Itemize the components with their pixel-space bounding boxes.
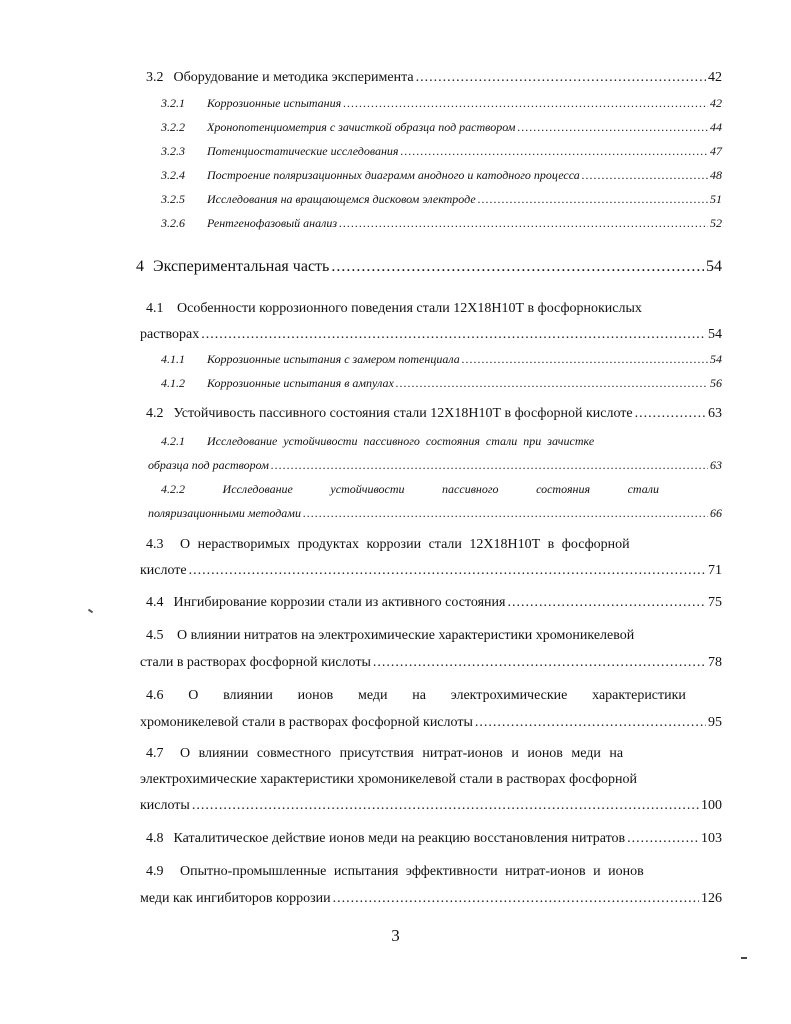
toc-entry-4-1-line1[interactable]	[146, 301, 642, 318]
toc-entry-3-2[interactable]	[146, 70, 722, 87]
toc-number: 4.5	[146, 628, 164, 643]
toc-entry-4-6-line2[interactable]	[140, 715, 722, 732]
toc-number: 3.2.1	[161, 96, 185, 110]
toc-page: 103	[701, 831, 722, 846]
toc-number: 4.6	[146, 688, 164, 703]
toc-title: Оборудование и методика эксперимента	[173, 70, 414, 85]
toc-title: Экспериментальная часть	[153, 258, 330, 275]
toc-page: 63	[710, 458, 722, 472]
toc-title-word: О	[188, 688, 199, 703]
toc-entry-3-2-4[interactable]	[161, 168, 722, 182]
toc-leader	[331, 257, 704, 276]
toc-title-word: ионов	[297, 688, 334, 703]
toc-entry-3-2-5[interactable]	[161, 192, 722, 206]
toc-entry-4-8[interactable]	[146, 831, 722, 848]
toc-leader	[303, 506, 708, 520]
scan-speck	[741, 957, 747, 959]
toc-entry-4-6-line1[interactable]	[146, 688, 686, 705]
toc-entry-4-5-line2[interactable]	[140, 655, 722, 672]
toc-number: 3.2.3	[161, 144, 185, 158]
toc-entry-4-7-line3[interactable]	[140, 798, 722, 815]
toc-entry-4-2-1-line1[interactable]	[161, 434, 659, 448]
toc-title: стали в растворах фосфорной кислоты	[140, 655, 371, 670]
toc-title: Построение поляризационных диаграмм анодного и катодного процесса	[207, 168, 580, 182]
toc-entry-4-2-1-line2[interactable]	[148, 458, 722, 472]
toc-title: образца под раствором	[148, 458, 269, 472]
toc-page: 95	[708, 715, 722, 730]
toc-leader	[475, 715, 706, 732]
toc-entry-4-1-2[interactable]	[161, 376, 722, 390]
toc-number: 4.1.1	[161, 352, 185, 366]
toc-page: 52	[710, 216, 722, 230]
toc-number: 4.3	[146, 537, 164, 552]
toc-leader	[462, 352, 708, 366]
toc-number: 3.2.2	[161, 120, 185, 134]
toc-page: 54	[708, 327, 722, 342]
toc-leader	[192, 798, 699, 815]
toc-number: 3.2.4	[161, 168, 185, 182]
toc-entry-3-2-2[interactable]	[161, 120, 722, 134]
toc-entry-4-9-line1[interactable]	[146, 864, 686, 881]
toc-title: Коррозионные испытания в ампулах	[207, 376, 394, 390]
toc-title-word: стали	[627, 482, 659, 496]
toc-page: 54	[710, 352, 722, 366]
toc-entry-4-1-line2[interactable]	[140, 327, 722, 344]
toc-title: Особенности коррозионного поведения стали 12Х18Н10Т в фосфорнокислых	[177, 301, 642, 316]
toc-leader	[635, 406, 706, 423]
toc-entry-4-2-2-line1[interactable]	[161, 482, 659, 496]
toc-title: хромоникелевой стали в растворах фосфорной кислоты	[140, 715, 473, 730]
toc-number: 4.2.1	[161, 434, 185, 448]
toc-leader	[507, 595, 706, 612]
toc-title: кислоте	[140, 563, 187, 578]
toc-number: 4.7	[146, 746, 164, 761]
toc-title-word: электрохимические	[450, 688, 568, 703]
toc-title-word: меди	[358, 688, 388, 703]
toc-entry-4-3-line1[interactable]	[146, 537, 686, 554]
toc-title: Исследование устойчивости пассивного состояния стали при зачистке	[207, 434, 595, 448]
toc-entry-4-5-line1[interactable]	[146, 628, 634, 645]
toc-leader	[201, 327, 706, 344]
toc-entry-4-7-line2[interactable]	[140, 772, 637, 789]
toc-title: поляризационными методами	[148, 506, 301, 520]
toc-title: Устойчивость пассивного состояния стали 12Х18Н10Т в фосфорной кислоте	[173, 406, 633, 421]
toc-page: 42	[710, 96, 722, 110]
toc-page: 47	[710, 144, 722, 158]
toc-leader	[271, 458, 708, 472]
toc-page: 63	[708, 406, 722, 421]
toc-title: Коррозионные испытания	[207, 96, 342, 110]
toc-number: 4.2.2	[161, 482, 185, 496]
toc-leader	[582, 168, 708, 182]
toc-entry-4[interactable]	[136, 257, 722, 276]
toc-title: О нерастворимых продуктах коррозии стали 12Х18Н10Т в фосфорной	[180, 537, 630, 552]
toc-entry-4-9-line2[interactable]	[140, 891, 722, 908]
toc-title: Рентгенофазовый анализ	[207, 216, 338, 230]
toc-leader	[373, 655, 706, 672]
toc-page: 48	[710, 168, 722, 182]
toc-number: 3.2.6	[161, 216, 185, 230]
toc-number: 3.2	[146, 70, 164, 85]
toc-leader	[627, 831, 699, 848]
toc-entry-4-2-2-line2[interactable]	[148, 506, 722, 520]
toc-page: 100	[701, 798, 722, 813]
toc-page: 54	[706, 258, 722, 275]
toc-leader	[416, 70, 706, 87]
toc-entry-4-1-1[interactable]	[161, 352, 722, 366]
toc-title: Потенциостатические исследования	[207, 144, 399, 158]
toc-leader	[339, 216, 708, 230]
toc-number: 3.2.5	[161, 192, 185, 206]
toc-leader	[333, 891, 699, 908]
toc-number: 4.4	[146, 595, 164, 610]
toc-leader	[517, 120, 708, 134]
toc-page: 126	[701, 891, 722, 906]
toc-title-word: устойчивости	[330, 482, 405, 496]
toc-leader	[401, 144, 708, 158]
toc-title: кислоты	[140, 798, 190, 813]
toc-entry-3-2-3[interactable]	[161, 144, 722, 158]
toc-title-word: состояния	[536, 482, 591, 496]
toc-page: 78	[708, 655, 722, 670]
toc-title: Коррозионные испытания с замером потенциала	[207, 352, 460, 366]
toc-title-word: характеристики	[592, 688, 686, 703]
toc-page: 66	[710, 506, 722, 520]
toc-title: Ингибирование коррозии стали из активного состояния	[173, 595, 506, 610]
toc-entry-3-2-1[interactable]	[161, 96, 722, 110]
toc-page: 42	[708, 70, 722, 85]
toc-entry-3-2-6[interactable]	[161, 216, 722, 230]
toc-title: Исследования на вращающемся дисковом электроде	[207, 192, 476, 206]
toc-entry-4-7-line1[interactable]	[146, 746, 686, 763]
toc-page: 75	[708, 595, 722, 610]
toc-entry-4-2[interactable]	[146, 406, 722, 423]
page-number: 3	[391, 926, 400, 945]
toc-title: О влиянии совместного присутствия нитрат-ионов и ионов меди на	[180, 746, 624, 761]
toc-number: 4.9	[146, 864, 164, 879]
toc-entry-4-4[interactable]	[146, 595, 722, 612]
toc-title: Каталитическое действие ионов меди на реакцию восстановления нитратов	[173, 831, 626, 846]
toc-title: растворах	[140, 327, 200, 342]
toc-title-word: на	[412, 688, 426, 703]
toc-number: 4.8	[146, 831, 164, 846]
toc-number: 4	[136, 258, 144, 275]
toc-title-word: Исследование	[222, 482, 293, 496]
toc-page: 56	[710, 376, 722, 390]
toc-number: 4.1.2	[161, 376, 185, 390]
toc-leader	[343, 96, 708, 110]
toc-leader	[478, 192, 708, 206]
toc-leader	[396, 376, 708, 390]
toc-page: 51	[710, 192, 722, 206]
toc-title: Опытно-промышленные испытания эффективности нитрат-ионов и ионов	[180, 864, 644, 879]
toc-title-word: влиянии	[223, 688, 273, 703]
toc-title: О влиянии нитратов на электрохимические характеристики хромоникелевой	[177, 628, 635, 643]
toc-entry-4-3-line2[interactable]	[140, 563, 722, 580]
toc-title: Хронопотенциометрия с зачисткой образца под раствором	[207, 120, 516, 134]
toc-number: 4.2	[146, 406, 164, 421]
toc-title-word: пассивного	[442, 482, 499, 496]
toc-page: 44	[710, 120, 722, 134]
toc-number: 4.1	[146, 301, 164, 316]
toc-title: электрохимические характеристики хромоникелевой стали в растворах фосфорной	[140, 772, 637, 787]
toc-title: меди как ингибиторов коррозии	[140, 891, 331, 906]
toc-page: 71	[708, 563, 722, 578]
toc-leader	[189, 563, 706, 580]
